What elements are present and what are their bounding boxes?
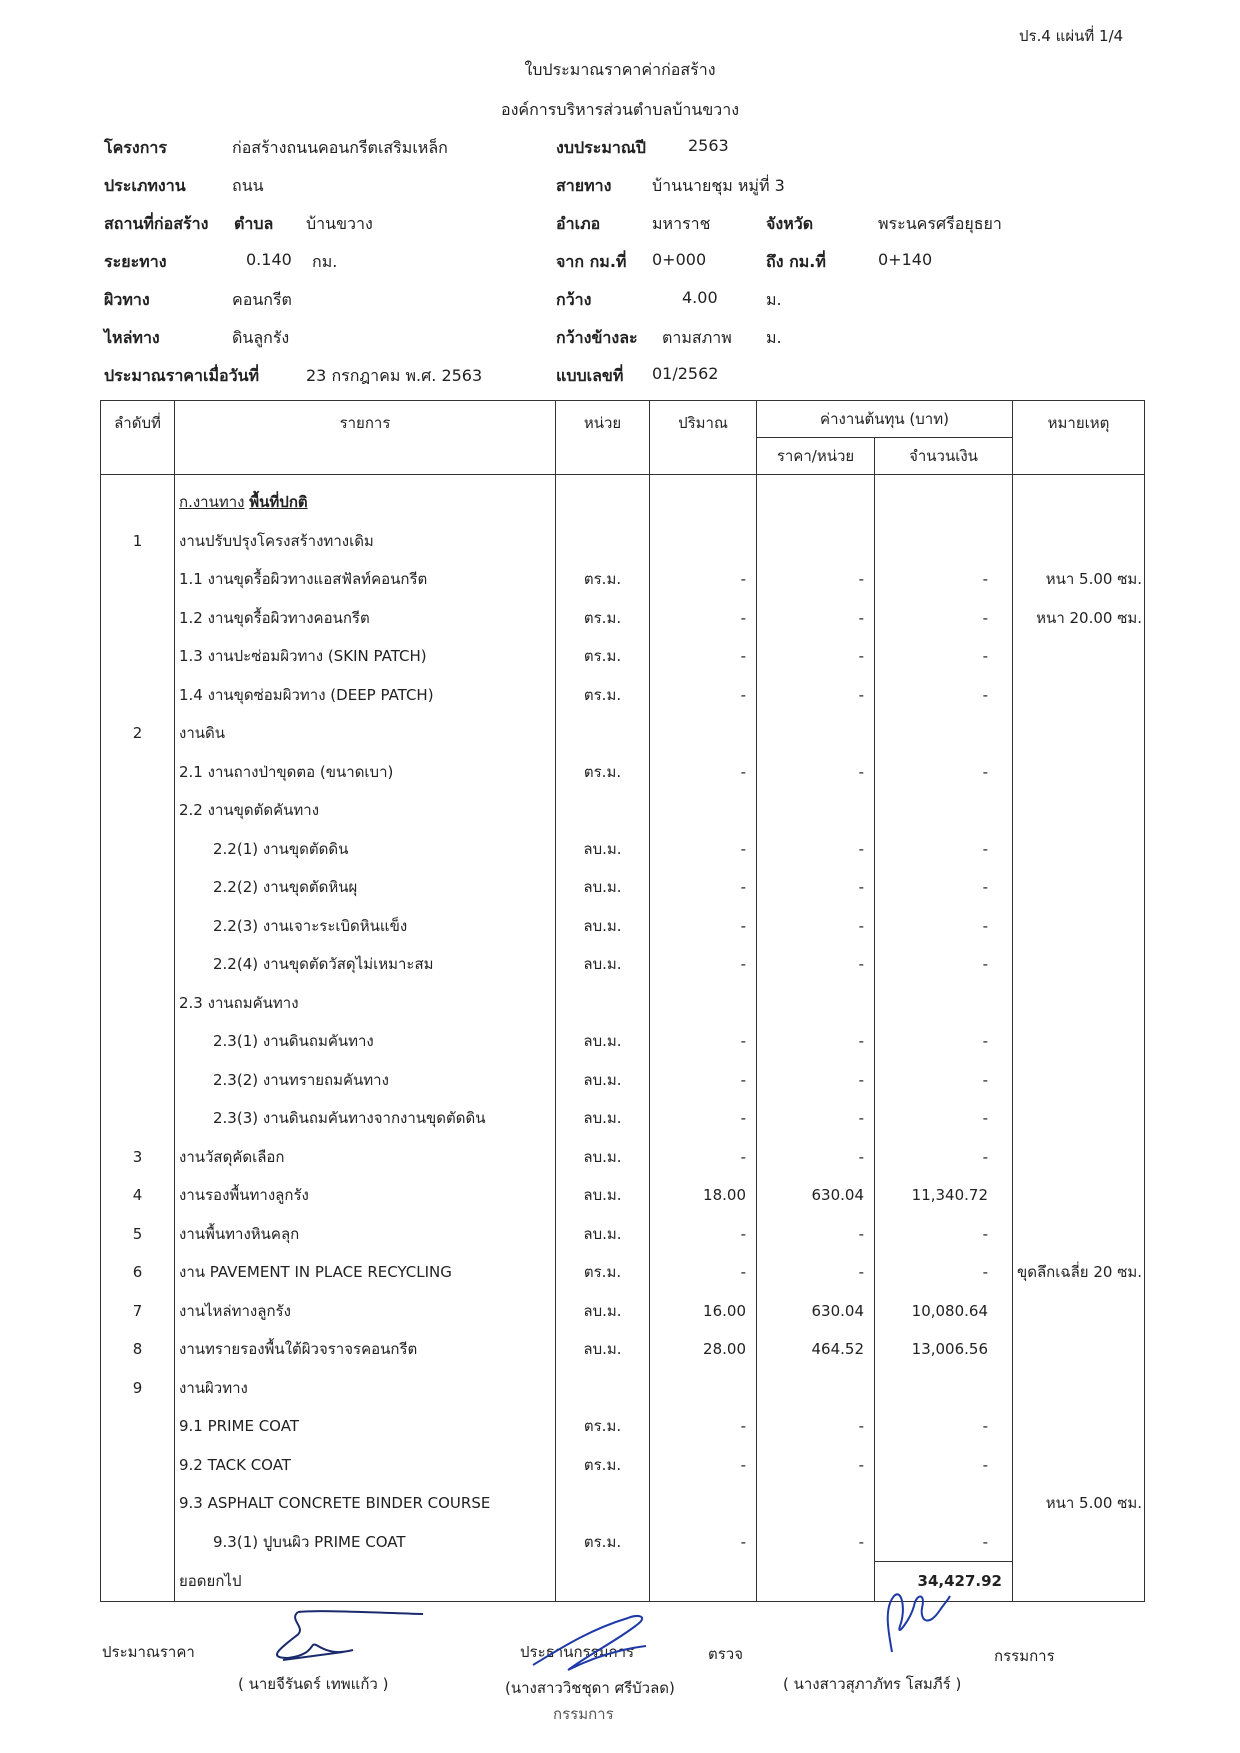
row-item: งานไหล่ทางลูกรัง — [175, 1292, 556, 1331]
row-unit-price: - — [757, 1061, 875, 1100]
row-item: งานทรายรองพื้นใต้ผิวจราจรคอนกรีต — [175, 1330, 556, 1369]
row-unit-price: - — [757, 676, 875, 715]
member-signature — [870, 1580, 960, 1660]
province-value: พระนครศรีอยุธยา — [878, 214, 1002, 233]
row-remark — [1013, 1369, 1145, 1408]
table-row — [101, 753, 1145, 792]
row-number — [101, 1099, 175, 1138]
row-number: 9 — [101, 1369, 175, 1408]
table-row — [101, 637, 1145, 676]
row-amount: - — [875, 637, 1013, 676]
section-row — [101, 475, 1145, 522]
row-item: งานดิน — [175, 714, 556, 753]
row-item: 9.1 PRIME COAT — [175, 1407, 556, 1446]
from-km-value: 0+000 — [652, 250, 707, 269]
shoulder-width-label: กว้างข้างละ — [556, 328, 638, 347]
shoulder-width-value: ตามสภาพ — [662, 328, 732, 347]
row-quantity — [650, 714, 757, 753]
header-unit: หน่วย — [556, 401, 650, 475]
section-b-label: พื้นที่ปกติ — [249, 493, 308, 512]
row-unit: ลบ.ม. — [556, 1330, 650, 1369]
row-remark — [1013, 868, 1145, 907]
row-number — [101, 1061, 175, 1100]
row-number: 4 — [101, 1176, 175, 1215]
table-row — [101, 1138, 1145, 1177]
row-unit: ตร.ม. — [556, 1446, 650, 1485]
project-value: ก่อสร้างถนนคอนกรีตเสริมเหล็ก — [232, 138, 448, 157]
row-quantity: 16.00 — [650, 1292, 757, 1331]
row-quantity — [650, 1369, 757, 1408]
row-remark — [1013, 676, 1145, 715]
row-quantity: - — [650, 1022, 757, 1061]
row-amount: - — [875, 599, 1013, 638]
row-unit: ลบ.ม. — [556, 1099, 650, 1138]
row-number — [101, 676, 175, 715]
row-number: 6 — [101, 1253, 175, 1292]
row-quantity: - — [650, 1061, 757, 1100]
table-row — [101, 1061, 1145, 1100]
row-quantity: - — [650, 753, 757, 792]
row-quantity — [650, 1484, 757, 1523]
header-unit-price: ราคา/หน่วย — [757, 438, 875, 475]
row-number — [101, 1407, 175, 1446]
check-label: ตรวจ — [708, 1645, 744, 1663]
width-unit: ม. — [766, 290, 782, 309]
row-number: 5 — [101, 1215, 175, 1254]
row-quantity: 18.00 — [650, 1176, 757, 1215]
tambon-value: บ้านขวาง — [306, 214, 373, 233]
table-row — [101, 560, 1145, 599]
row-number: 1 — [101, 522, 175, 561]
row-quantity — [650, 984, 757, 1023]
row-number — [101, 1523, 175, 1562]
row-unit-price: - — [757, 560, 875, 599]
site-label: สถานที่ก่อสร้าง — [104, 214, 209, 233]
row-item: 9.2 TACK COAT — [175, 1446, 556, 1485]
shoulder-value: ดินลูกรัง — [232, 328, 290, 347]
row-quantity: - — [650, 1099, 757, 1138]
row-amount: - — [875, 1022, 1013, 1061]
header-item: รายการ — [175, 401, 556, 475]
table-body — [101, 475, 1145, 1602]
surface-label: ผิวทาง — [104, 290, 150, 309]
row-remark — [1013, 637, 1145, 676]
chairman-signature — [528, 1610, 658, 1680]
row-item: งานผิวทาง — [175, 1369, 556, 1408]
row-unit: ลบ.ม. — [556, 1215, 650, 1254]
chairman-name: (นางสาววิชชุดา ศรีบัวลด) — [505, 1679, 675, 1697]
row-unit: ตร.ม. — [556, 637, 650, 676]
row-unit-price: - — [757, 830, 875, 869]
surface-value: คอนกรีต — [232, 290, 292, 309]
drawing-no-value: 01/2562 — [652, 364, 719, 383]
row-number: 3 — [101, 1138, 175, 1177]
row-amount: - — [875, 868, 1013, 907]
row-amount: 13,006.56 — [875, 1330, 1013, 1369]
row-quantity: - — [650, 1138, 757, 1177]
row-amount — [875, 1369, 1013, 1408]
row-quantity: - — [650, 868, 757, 907]
row-remark — [1013, 945, 1145, 984]
organization-title: องค์การบริหารส่วนตำบลบ้านขวาง — [500, 100, 740, 119]
row-unit — [556, 1369, 650, 1408]
row-unit — [556, 984, 650, 1023]
row-quantity: - — [650, 945, 757, 984]
row-remark: หนา 5.00 ซม. — [1013, 560, 1145, 599]
table-row — [101, 791, 1145, 830]
row-amount — [875, 791, 1013, 830]
row-quantity: - — [650, 907, 757, 946]
table-row — [101, 1176, 1145, 1215]
row-remark: หนา 20.00 ซม. — [1013, 599, 1145, 638]
row-remark — [1013, 1061, 1145, 1100]
row-remark — [1013, 791, 1145, 830]
row-unit-price — [757, 522, 875, 561]
header-cost: ค่างานต้นทุน (บาท) — [757, 401, 1013, 438]
row-remark — [1013, 1446, 1145, 1485]
row-number — [101, 1484, 175, 1523]
row-remark — [1013, 984, 1145, 1023]
row-unit: ลบ.ม. — [556, 1176, 650, 1215]
row-item: 2.3(3) งานดินถมคันทางจากงานขุดตัดดิน — [175, 1099, 556, 1138]
shoulder-width-unit: ม. — [766, 328, 782, 347]
row-remark: ขุดลึกเฉลี่ย 20 ซม. — [1013, 1253, 1145, 1292]
table-row — [101, 599, 1145, 638]
carry-forward-label: ยอดยกไป — [175, 1562, 556, 1602]
row-unit-price: 630.04 — [757, 1292, 875, 1331]
row-number: 7 — [101, 1292, 175, 1331]
row-remark — [1013, 1215, 1145, 1254]
row-item: 2.1 งานถางป่าขุดตอ (ขนาดเบา) — [175, 753, 556, 792]
table-row — [101, 714, 1145, 753]
row-number: 8 — [101, 1330, 175, 1369]
row-unit-price: - — [757, 1022, 875, 1061]
row-unit-price — [757, 1484, 875, 1523]
row-unit-price: - — [757, 1446, 875, 1485]
row-unit — [556, 714, 650, 753]
row-item: งานปรับปรุงโครงสร้างทางเดิม — [175, 522, 556, 561]
row-item: 9.3(1) ปูบนผิว PRIME COAT — [175, 1523, 556, 1562]
row-amount: 11,340.72 — [875, 1176, 1013, 1215]
row-item: 1.3 งานปะซ่อมผิวทาง (SKIN PATCH) — [175, 637, 556, 676]
table-row — [101, 1022, 1145, 1061]
row-remark — [1013, 1330, 1145, 1369]
row-item: 2.2 งานขุดตัดคันทาง — [175, 791, 556, 830]
work-type-value: ถนน — [232, 176, 264, 195]
row-remark — [1013, 830, 1145, 869]
row-amount: - — [875, 753, 1013, 792]
amphoe-value: มหาราช — [652, 214, 711, 233]
width-value: 4.00 — [682, 288, 718, 307]
row-amount: - — [875, 1253, 1013, 1292]
row-amount: - — [875, 1407, 1013, 1446]
row-item: งาน PAVEMENT IN PLACE RECYCLING — [175, 1253, 556, 1292]
table-row — [101, 1484, 1145, 1523]
row-unit: ลบ.ม. — [556, 1138, 650, 1177]
document-title: ใบประมาณราคาค่าก่อสร้าง — [524, 60, 716, 79]
row-unit-price: - — [757, 1253, 875, 1292]
row-unit: ตร.ม. — [556, 1523, 650, 1562]
row-amount: - — [875, 1215, 1013, 1254]
estimator-signature — [248, 1600, 428, 1670]
row-unit: ลบ.ม. — [556, 1061, 650, 1100]
row-remark — [1013, 714, 1145, 753]
row-item: 2.3(1) งานดินถมคันทาง — [175, 1022, 556, 1061]
estimate-date-label: ประมาณราคาเมื่อวันที่ — [104, 366, 260, 385]
table-row — [101, 1292, 1145, 1331]
row-amount: - — [875, 1446, 1013, 1485]
row-item: งานรองพื้นทางลูกรัง — [175, 1176, 556, 1215]
row-unit-price — [757, 791, 875, 830]
row-quantity — [650, 791, 757, 830]
row-number — [101, 907, 175, 946]
header-remark: หมายเหตุ — [1013, 401, 1145, 475]
row-quantity: - — [650, 560, 757, 599]
carry-forward-total: 34,427.92 — [875, 1562, 1013, 1602]
row-item: 1.4 งานขุดซ่อมผิวทาง (DEEP PATCH) — [175, 676, 556, 715]
row-unit-price — [757, 984, 875, 1023]
tambon-label: ตำบล — [234, 214, 274, 233]
row-remark — [1013, 1292, 1145, 1331]
row-amount: - — [875, 560, 1013, 599]
to-km-value: 0+140 — [878, 250, 933, 269]
row-amount: - — [875, 1099, 1013, 1138]
row-remark — [1013, 907, 1145, 946]
row-item: 1.1 งานขุดรื้อผิวทางแอสฟัลท์คอนกรีต — [175, 560, 556, 599]
amphoe-label: อำเภอ — [556, 214, 601, 233]
row-item: งานวัสดุคัดเลือก — [175, 1138, 556, 1177]
row-remark — [1013, 1407, 1145, 1446]
table-row — [101, 1099, 1145, 1138]
row-number — [101, 753, 175, 792]
carry-forward-row — [101, 1562, 1145, 1602]
row-item: 2.2(1) งานขุดตัดดิน — [175, 830, 556, 869]
row-unit-price: - — [757, 1138, 875, 1177]
row-remark — [1013, 1099, 1145, 1138]
row-quantity: - — [650, 1523, 757, 1562]
row-remark — [1013, 522, 1145, 561]
table-row — [101, 907, 1145, 946]
row-unit-price — [757, 714, 875, 753]
row-unit — [556, 1484, 650, 1523]
row-quantity: - — [650, 676, 757, 715]
row-unit: ตร.ม. — [556, 676, 650, 715]
row-unit-price: - — [757, 1407, 875, 1446]
row-unit-price: - — [757, 1099, 875, 1138]
row-remark — [1013, 1022, 1145, 1061]
table-row — [101, 1330, 1145, 1369]
table-row — [101, 1407, 1145, 1446]
row-quantity: 28.00 — [650, 1330, 757, 1369]
sheet-number: ปร.4 แผ่นที่ 1/4 — [1019, 27, 1124, 45]
row-item: 2.3 งานถมคันทาง — [175, 984, 556, 1023]
row-number — [101, 984, 175, 1023]
width-label: กว้าง — [556, 290, 592, 309]
row-remark — [1013, 1523, 1145, 1562]
row-unit: ลบ.ม. — [556, 1022, 650, 1061]
row-amount — [875, 714, 1013, 753]
row-unit-price: - — [757, 1215, 875, 1254]
row-unit: ลบ.ม. — [556, 1292, 650, 1331]
table-row — [101, 1523, 1145, 1562]
row-remark — [1013, 1138, 1145, 1177]
member-name: ( นางสาวสุภาภัทร โสมภีร์ ) — [783, 1675, 962, 1693]
row-number — [101, 791, 175, 830]
drawing-no-label: แบบเลขที่ — [556, 366, 624, 385]
row-amount — [875, 522, 1013, 561]
section-a-label: ก.งานทาง — [179, 493, 245, 512]
chairman-role: กรรมการ — [553, 1705, 614, 1723]
member-label: กรรมการ — [994, 1647, 1055, 1665]
chairman-label: ประธานกรรมการ — [520, 1643, 635, 1661]
row-amount: - — [875, 830, 1013, 869]
row-item: 1.2 งานขุดรื้อผิวทางคอนกรีต — [175, 599, 556, 638]
project-label: โครงการ — [104, 138, 167, 157]
row-item: 2.2(2) งานขุดตัดหินผุ — [175, 868, 556, 907]
row-amount: - — [875, 676, 1013, 715]
row-number — [101, 1022, 175, 1061]
row-unit: ตร.ม. — [556, 1407, 650, 1446]
route-value: บ้านนายชุม หมู่ที่ 3 — [652, 176, 785, 195]
row-unit-price: - — [757, 599, 875, 638]
table-row — [101, 984, 1145, 1023]
row-unit: ลบ.ม. — [556, 907, 650, 946]
row-quantity: - — [650, 1215, 757, 1254]
row-unit: ลบ.ม. — [556, 868, 650, 907]
table-row — [101, 1446, 1145, 1485]
route-label: สายทาง — [556, 176, 612, 195]
table-row — [101, 1215, 1145, 1254]
row-unit: ตร.ม. — [556, 599, 650, 638]
row-remark — [1013, 1176, 1145, 1215]
row-number — [101, 830, 175, 869]
row-quantity: - — [650, 1253, 757, 1292]
row-item: 2.3(2) งานทรายถมคันทาง — [175, 1061, 556, 1100]
cost-estimate-table — [100, 400, 1145, 1602]
estimator-name: ( นายจีรันดร์ เทพแก้ว ) — [238, 1675, 389, 1693]
budget-value: 2563 — [688, 136, 729, 155]
row-quantity: - — [650, 830, 757, 869]
row-quantity — [650, 522, 757, 561]
table-row — [101, 1253, 1145, 1292]
row-number — [101, 599, 175, 638]
header-no: ลำดับที่ — [101, 401, 175, 475]
row-amount: - — [875, 907, 1013, 946]
row-quantity: - — [650, 637, 757, 676]
row-number: 2 — [101, 714, 175, 753]
table-row — [101, 945, 1145, 984]
row-unit: ตร.ม. — [556, 1253, 650, 1292]
work-type-label: ประเภทงาน — [104, 176, 186, 195]
header-quantity: ปริมาณ — [650, 401, 757, 475]
table-row — [101, 830, 1145, 869]
row-unit-price: - — [757, 907, 875, 946]
row-unit-price: - — [757, 868, 875, 907]
row-unit: ตร.ม. — [556, 560, 650, 599]
row-item: 2.2(4) งานขุดตัดวัสดุไม่เหมาะสม — [175, 945, 556, 984]
row-unit-price: - — [757, 753, 875, 792]
row-amount: - — [875, 945, 1013, 984]
row-number — [101, 637, 175, 676]
row-number — [101, 868, 175, 907]
estimate-label: ประมาณราคา — [102, 1643, 195, 1661]
distance-label: ระยะทาง — [104, 252, 167, 271]
row-unit-price: 464.52 — [757, 1330, 875, 1369]
shoulder-label: ไหล่ทาง — [104, 328, 160, 347]
row-unit-price: - — [757, 1523, 875, 1562]
distance-value: 0.140 — [246, 250, 292, 269]
row-amount: - — [875, 1138, 1013, 1177]
row-unit-price: - — [757, 945, 875, 984]
row-number — [101, 945, 175, 984]
estimate-date-value: 23 กรกฎาคม พ.ศ. 2563 — [306, 366, 483, 385]
province-label: จังหวัด — [766, 214, 814, 233]
table-row — [101, 522, 1145, 561]
row-unit — [556, 522, 650, 561]
row-amount — [875, 1484, 1013, 1523]
row-quantity: - — [650, 599, 757, 638]
row-unit: ตร.ม. — [556, 753, 650, 792]
row-item: งานพื้นทางหินคลุก — [175, 1215, 556, 1254]
header-amount: จำนวนเงิน — [875, 438, 1013, 475]
row-quantity: - — [650, 1407, 757, 1446]
row-remark — [1013, 753, 1145, 792]
row-item: 2.2(3) งานเจาะระเบิดหินแข็ง — [175, 907, 556, 946]
row-unit-price: 630.04 — [757, 1176, 875, 1215]
budget-label: งบประมาณปี — [556, 138, 646, 157]
table-row — [101, 676, 1145, 715]
distance-unit: กม. — [312, 252, 338, 271]
row-amount: - — [875, 1523, 1013, 1562]
row-number — [101, 560, 175, 599]
row-unit: ลบ.ม. — [556, 945, 650, 984]
row-amount: 10,080.64 — [875, 1292, 1013, 1331]
row-unit-price: - — [757, 637, 875, 676]
row-unit: ลบ.ม. — [556, 830, 650, 869]
table-row — [101, 868, 1145, 907]
row-amount — [875, 984, 1013, 1023]
row-remark: หนา 5.00 ซม. — [1013, 1484, 1145, 1523]
row-unit — [556, 791, 650, 830]
row-unit-price — [757, 1369, 875, 1408]
row-item: 9.3 ASPHALT CONCRETE BINDER COURSE — [175, 1484, 556, 1523]
table-row — [101, 1369, 1145, 1408]
row-amount: - — [875, 1061, 1013, 1100]
to-km-label: ถึง กม.ที่ — [766, 252, 826, 271]
row-quantity: - — [650, 1446, 757, 1485]
from-km-label: จาก กม.ที่ — [556, 252, 627, 271]
row-number — [101, 1446, 175, 1485]
